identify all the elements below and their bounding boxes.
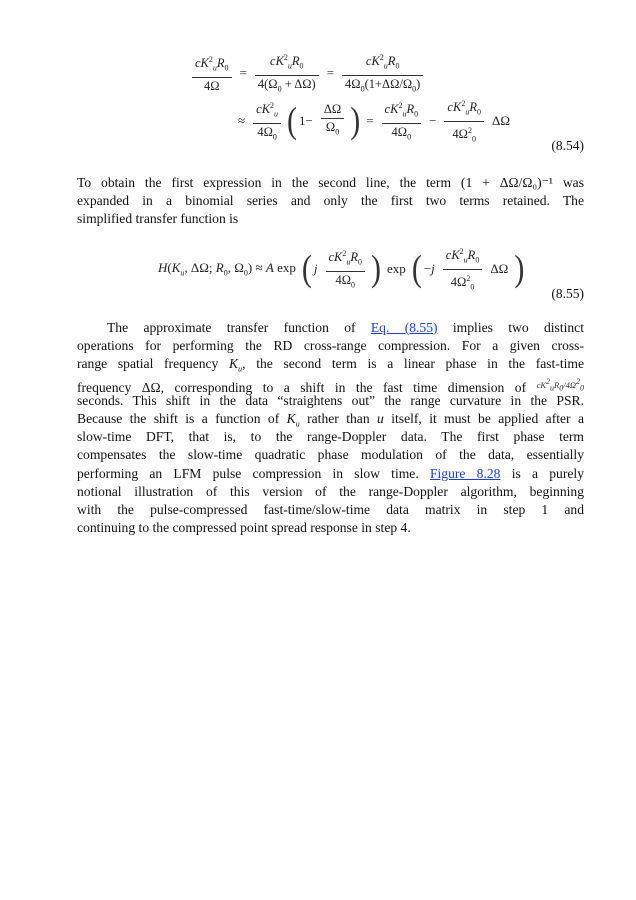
equation-8-54-line2: ≈ $\frac{cK^2_u}{4\Omega_0}$ ( 1− $\frac{\Delta\Omega}{\Omega_0}$ ) = $\frac{cK^2_uR_0}{4\Omega_0}$ − $\frac{cK^2_uR_0}{4\Omega^2_0}$ ΔΩ: [236, 96, 512, 146]
text-line: performing an LFM pulse compression in slow time. Figure 8.28 is a purely: [77, 465, 584, 481]
text-line: frequency ΔΩ, corresponding to a shift in the fast time dimension of $^{cK^2_uR_0/4\Omega^2_0}$: [77, 377, 584, 395]
text-line: simplified transfer function is: [77, 211, 239, 227]
equation-8-55: $H(K_u$, ΔΩ; $R_0$, $\Omega_0) \approx A$ exp ( j $\frac{cK^2_uR_0}{4\Omega_0}$ ) exp ( −j $\frac{cK^2_uR_0}{4\Omega^2_0}$ ΔΩ ): [156, 244, 524, 294]
text-line: seconds. This shift in the data “straightens out” the range curvature in the PSR.: [77, 392, 584, 408]
equation-number-8-55: (8.55): [551, 286, 584, 301]
text-line: The approximate transfer function of Eq. (8.55) implies two distinct: [107, 320, 584, 335]
text-line: continuing to the compressed point spread response in step 4.: [77, 520, 411, 536]
equation-number-8-54: (8.54): [551, 138, 584, 153]
text-line: Because the shift is a function of $K_u$ rather than u itself, it must be applied after a: [77, 410, 585, 429]
paragraph-2: [77, 319, 584, 537]
text-line: To obtain the first expression in the second line, the term (1 + ΔΩ/Ω₀)⁻¹ was: [77, 175, 584, 190]
equation-8-54-line1: $\frac{cK^2_uR_0}{4\Omega}$ = $\frac{cK^2_uR_0}{4(\Omega_0 + \Delta\Omega)}$ = $\frac{cK^2_uR_0}{4\Omega_0(1+\Delta\Omega/\Omega_0)}$: [190, 50, 425, 96]
text-line: compensates the slow-time quadratic phase modulation of the data, essentially: [77, 447, 584, 463]
equation-link[interactable]: Eq. (8.55): [370, 320, 438, 335]
text-line: range spatial frequency $K_u$, the second term is a linear phase in the fast-time: [77, 356, 585, 375]
inline-fraction: cK2uR0/4Ω20: [536, 377, 584, 394]
text-line: slow-time DFT, that is, to the range-Doppler data. The first phase term: [77, 429, 584, 445]
figure-link[interactable]: Figure 8.28: [429, 465, 501, 481]
text-line: with the pulse-compressed fast-time/slow-time data matrix in step 1 and: [77, 501, 584, 517]
text-line: operations for performing the RD cross-range compression. For a given cross-: [77, 338, 584, 354]
paragraph-1: [77, 174, 584, 229]
text-line: expanded in a binomial series and only the first two terms retained. The: [77, 193, 584, 209]
text-line: notional illustration of this version of the range-Doppler algorithm, beginning: [77, 483, 584, 499]
